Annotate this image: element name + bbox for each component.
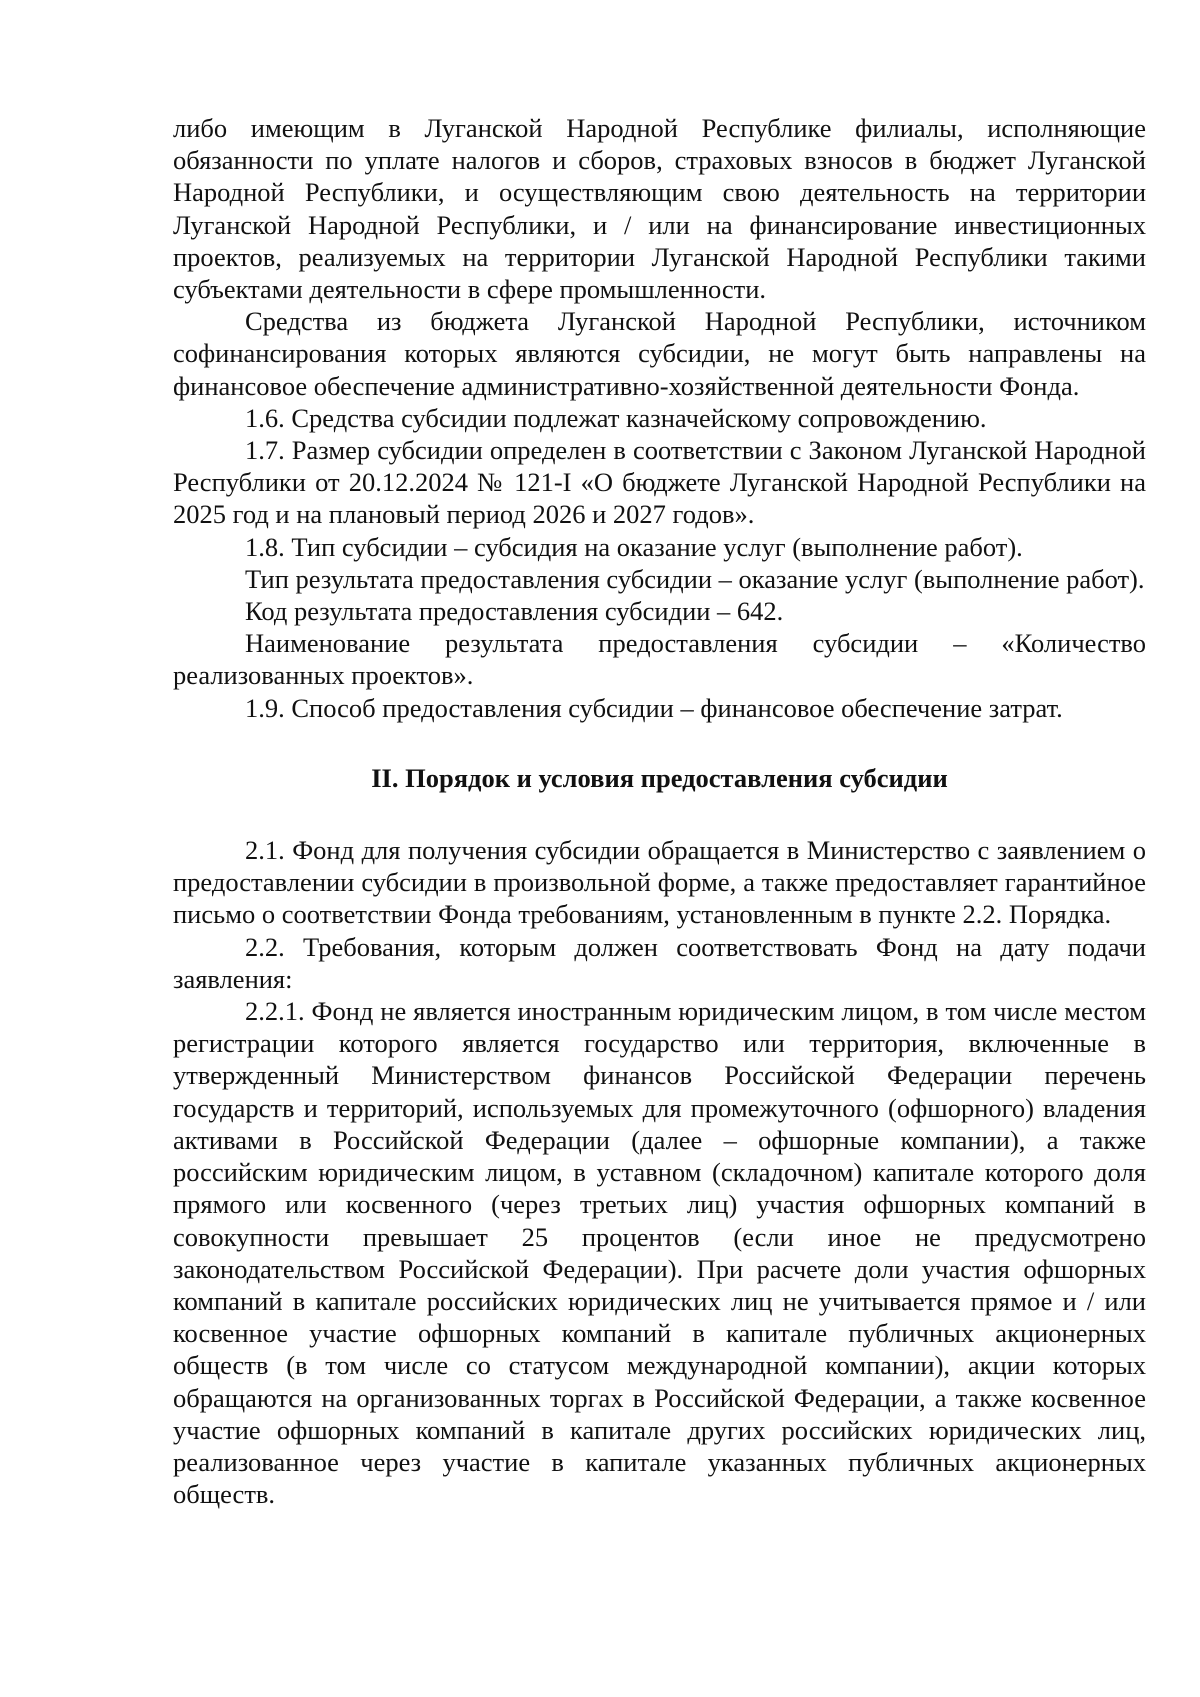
paragraph-1-9: 1.9. Способ предоставления субсидии – финансовое обеспечение затрат. [245, 692, 1063, 723]
section-heading: II. Порядок и условия предоставления субсидии [371, 762, 948, 793]
paragraph-1-7: 1.7. Размер субсидии определен в соответствии с Законом Луганской Народной Республики от 20.12.2024 № 121-I «О бюджете Луганской Народной Республики на 2025 год и на плановый период 2026 и 2027 годов». [173, 435, 1146, 530]
paragraph-2-2: 2.2. Требования, которым должен соответствовать Фонд на дату подачи заявления: [173, 931, 1146, 994]
paragraph-2-2-1: 2.2.1. Фонд не является иностранным юридическим лицом, в том числе местом регистрации которого является государство или территория, включенные в утвержденный Министерством финансов Российской Федерации перечень государств и территорий, используемых для промежуточного (офшорного) владения активами в Российской Федерации (далее – офшорные компании), а также российским юридическим лицом, в уставном (складочном) капитале которого доля прямого или косвенного (через третьих лиц) участия офшорных компаний в совокупности превышает 25 процентов (если иное не предусмотрено законодательством Российской Федерации). При расчете доли участия офшорных компаний в капитале российских юридических лиц не учитывается прямое и / или косвенное участие офшорных компаний в капитале публичных акционерных обществ (в том числе со статусом международной компании), акции которых обращаются на организованных торгах в Российской Федерации, а также косвенное участие офшорных компаний в капитале других российских юридических лиц, реализованное через участие в капитале указанных публичных акционерных обществ. [173, 996, 1146, 1510]
paragraph-continuation: либо имеющим в Луганской Народной Республике филиалы, исполняющие обязанности по уплате налогов и сборов, страховых взносов в бюджет Луганской Народной Республики, и осуществляющим свою деятельность на территории Луганской Народной Республики, и / или на финансирование инвестиционных проектов, реализуемых на территории Луганской Народной Республики такими субъектами деятельности в сфере промышленности. [173, 113, 1146, 305]
paragraph-result-code: Код результата предоставления субсидии – 642. [245, 596, 784, 627]
paragraph-1-6: 1.6. Средства субсидии подлежат казначейскому сопровождению. [245, 402, 987, 433]
document-page [173, 112, 1146, 1510]
paragraph-2-1: 2.1. Фонд для получения субсидии обращается в Министерство с заявлением о предоставлении субсидии в произвольной форме, а также предоставляет гарантийное письмо о соответствии Фонда требованиям, установленным в пункте 2.2. Порядка. [173, 835, 1146, 930]
paragraph-budget-funds: Средства из бюджета Луганской Народной Республики, источником софинансирования которых являются субсидии, не могут быть направлены на финансовое обеспечение административно-хозяйственной деятельности Фонда. [173, 306, 1146, 401]
paragraph-1-8: 1.8. Тип субсидии – субсидия на оказание услуг (выполнение работ). [245, 531, 1023, 562]
paragraph-result-type: Тип результата предоставления субсидии – оказание услуг (выполнение работ). [245, 563, 1145, 594]
paragraph-result-name: Наименование результата предоставления субсидии – «Количество реализованных проектов». [173, 628, 1146, 691]
